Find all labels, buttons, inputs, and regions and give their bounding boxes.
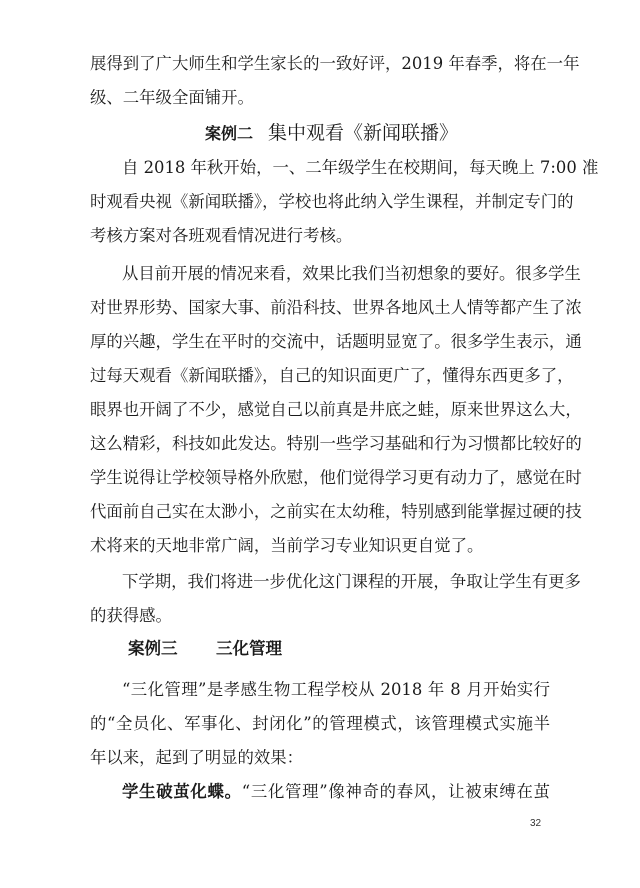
case2-p1-line-2: 时观看央视《新闻联播》，学校也将此纳入学生课程，并制定专门的	[90, 192, 574, 211]
case2-p3-line-1: 下学期，我们将进一步优化这门课程的开展，争取让学生有更多	[122, 572, 581, 591]
intro-line-1: 展得到了广大师生和学生家长的一致好评，2019 年春季，将在一年	[90, 54, 580, 73]
case3-p1-line-2: 的“全员化、军事化、封闭化”的管理模式，该管理模式实施半	[90, 714, 550, 733]
case3-p1-line-3: 年以来，起到了明显的效果：	[90, 748, 304, 767]
case2-p1-line-3: 考核方案对各班观看情况进行考核。	[90, 226, 353, 245]
case3-label: 案例三	[128, 639, 178, 658]
case2-p2-line-9: 术将来的天地非常广阔，当前学习专业知识更自觉了。	[90, 536, 484, 555]
case2-title: 集中观看《新闻联播》	[268, 122, 459, 144]
case2-p2-line-2: 对世界形势、国家大事、前沿科技、世界各地风土人情等都产生了浓	[90, 298, 582, 317]
case2-p2-line-1: 从目前开展的情况来看，效果比我们当初想象的要好。很多学生	[122, 264, 581, 283]
intro-line-2: 级、二年级全面铺开。	[90, 88, 254, 107]
case3-p2-bold-lead: 学生破茧化蝶。	[122, 782, 242, 801]
case2-p2-line-5: 眼界也开阔了不少，感觉自己以前真是井底之蛙，原来世界这么大，	[90, 400, 582, 419]
case2-p2-line-4: 过每天观看《新闻联播》，自己的知识面更广了，懂得东西更多了，	[90, 366, 574, 385]
case2-p2-line-7: 学生说得让学校领导格外欣慰，他们觉得学习更有动力了，感觉在时	[90, 468, 582, 487]
case2-p1-line-1: 自 2018 年秋开始，一、二年级学生在校期间，每天晚上 7:00 准	[122, 158, 599, 177]
case2-label: 案例二	[205, 124, 254, 143]
case3-p2-line-1	[122, 782, 550, 802]
page-number: 32	[530, 818, 542, 829]
case2-p2-line-6: 这么精彩，科技如此发达。特别一些学习基础和行为习惯都比较好的	[90, 434, 582, 453]
case2-p3-line-2: 的获得感。	[90, 606, 172, 625]
case3-p1-line-1: “三化管理”是孝感生物工程学校从 2018 年 8 月开始实行	[122, 680, 550, 699]
case3-p2-text: “三化管理”像神奇的春风，让被束缚在茧	[241, 782, 551, 801]
case2-p2-line-8: 代面前自己实在太渺小，之前实在太幼稚，特别感到能掌握过硬的技	[90, 502, 582, 521]
case2-p2-line-3: 厚的兴趣，学生在平时的交流中，话题明显宽了。很多学生表示，通	[90, 332, 582, 351]
case3-title: 三化管理	[216, 639, 282, 658]
